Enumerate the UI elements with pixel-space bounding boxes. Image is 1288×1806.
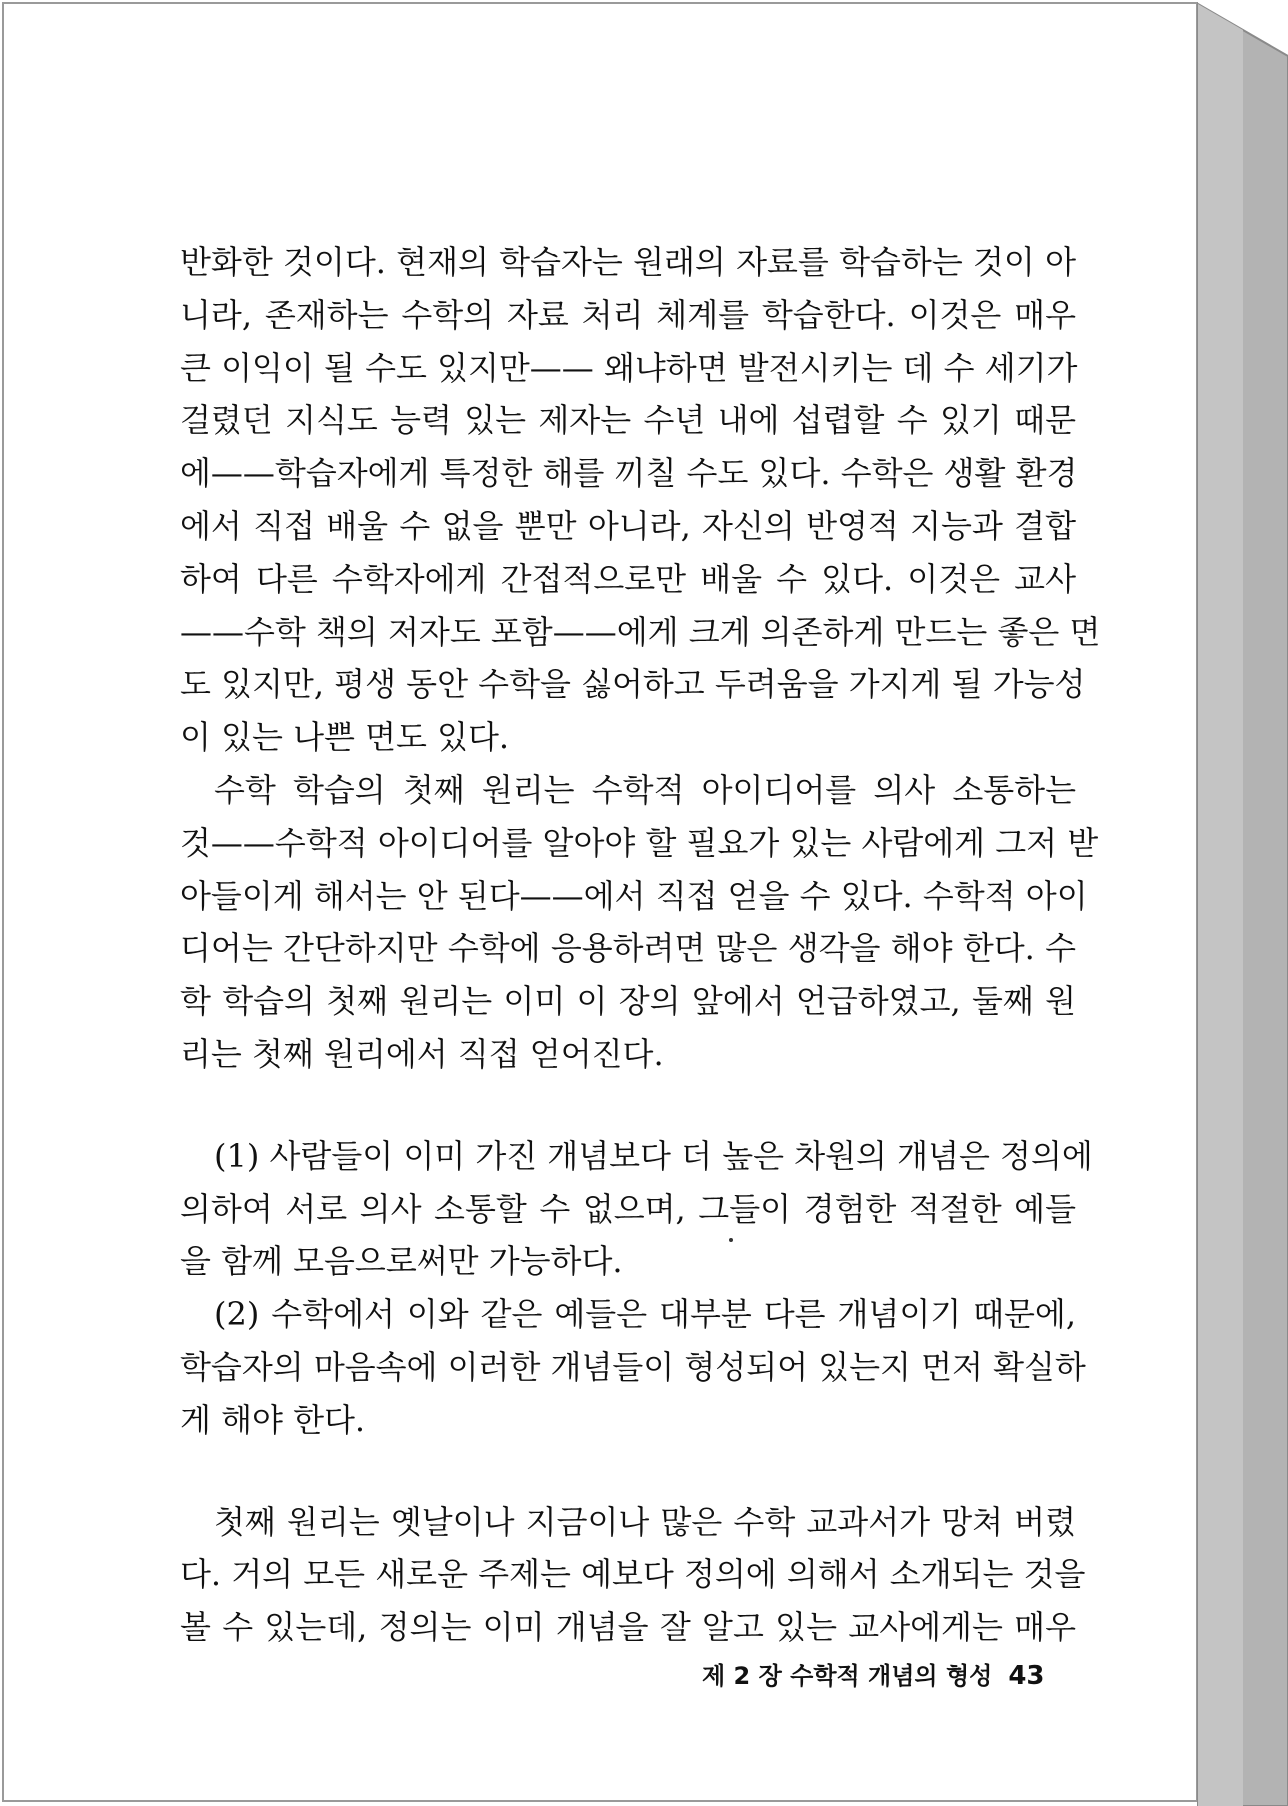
text-line: 을 함께 모음으로써만 가능하다. [180, 1242, 623, 1281]
text-line: 에——학습자에게 특정한 해를 끼칠 수도 있다. 수학은 생활 환경 [180, 454, 1078, 493]
page-footer [702, 1656, 1045, 1691]
text-line: ——수학 책의 저자도 포함——에게 크게 의존하게 만드는 좋은 면 [180, 612, 1101, 651]
text-line: 리는 첫째 원리에서 직접 얻어진다. [180, 1034, 664, 1073]
text-line: 에서 직접 배울 수 없을 뿐만 아니라, 자신의 반영적 지능과 결합 [180, 506, 1076, 545]
paragraph-gap [180, 1081, 1076, 1130]
text-line: 큰 이익이 될 수도 있지만—— 왜냐하면 발전시키는 데 수 세기가 [180, 348, 1078, 387]
body-text [180, 236, 1101, 1654]
text-line: 이 있는 나쁜 면도 있다. [180, 718, 510, 757]
text-line: 하여 다른 수학자에게 간접적으로만 배울 수 있다. 이것은 교사 [180, 559, 1076, 598]
text-line: 반화한 것이다. 현재의 학습자는 원래의 자료를 학습하는 것이 아 [180, 243, 1076, 281]
text-line: 볼 수 있는데, 정의는 이미 개념을 잘 알고 있는 교사에게는 매우 [180, 1608, 1076, 1647]
paragraph-gap [180, 1447, 1076, 1496]
text-line: 아들이게 해서는 안 된다——에서 직접 얻을 수 있다. 수학적 아이 [180, 876, 1088, 915]
text-line: 학습자의 마음속에 이러한 개념들이 형성되어 있는지 먼저 확실하 [180, 1347, 1086, 1386]
text-line: 니라, 존재하는 수학의 자료 처리 체계를 학습한다. 이것은 매우 [180, 295, 1076, 334]
page-number: 43 [1008, 1661, 1045, 1691]
text-line: (2) 수학에서 이와 같은 예들은 대부분 다른 개념이기 때문에, [214, 1295, 1076, 1334]
print-speck [729, 1238, 733, 1242]
text-line: 다. 거의 모든 새로운 주제는 예보다 정의에 의해서 소개되는 것을 [180, 1555, 1086, 1594]
text-line: 첫째 원리는 옛날이나 지금이나 많은 수학 교과서가 망쳐 버렸 [214, 1502, 1076, 1541]
text-line: (1) 사람들이 이미 가진 개념보다 더 높은 차원의 개념은 정의에 [214, 1136, 1093, 1175]
text-line: 걸렸던 지식도 능력 있는 제자는 수년 내에 섭렵할 수 있기 때문 [180, 401, 1076, 440]
text-line: 학 학습의 첫째 원리는 이미 이 장의 앞에서 언급하였고, 둘째 원 [180, 982, 1076, 1021]
text-line: 게 해야 한다. [180, 1400, 366, 1439]
text-line: 도 있지만, 평생 동안 수학을 싫어하고 두려움을 가지게 될 가능성 [180, 665, 1086, 704]
text-line: 것——수학적 아이디어를 알아야 할 필요가 있는 사람에게 그저 받 [180, 823, 1099, 862]
text-line: 디어는 간단하지만 수학에 응용하려면 많은 생각을 해야 한다. 수 [180, 929, 1076, 968]
text-line: 수학 학습의 첫째 원리는 수학적 아이디어를 의사 소통하는 [214, 770, 1076, 809]
text-line: 의하여 서로 의사 소통할 수 없으며, 그들이 경험한 적절한 예들 [180, 1189, 1076, 1228]
running-title: 제 2 장 수학적 개념의 형성 [702, 1662, 993, 1690]
